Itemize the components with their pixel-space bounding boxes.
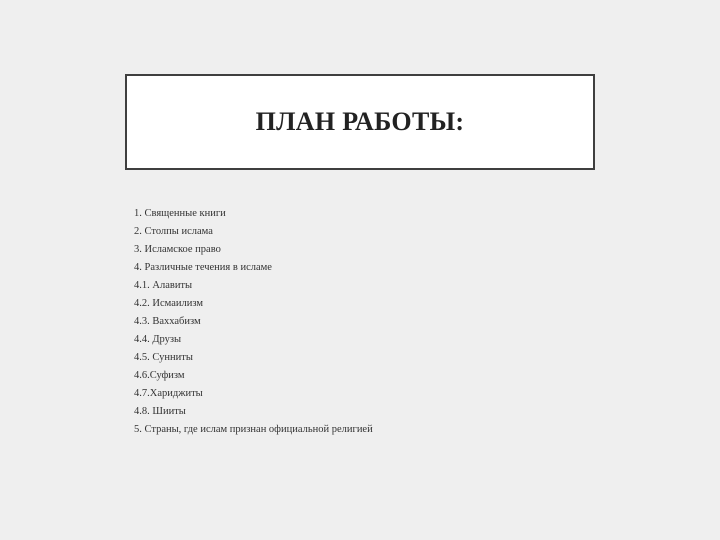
plan-item-4: 4. Различные течения в исламе — [134, 262, 272, 273]
plan-item-3: 3. Исламское право — [134, 244, 221, 255]
plan-item-2: 2. Столпы ислама — [134, 226, 213, 237]
plan-list — [134, 205, 373, 439]
plan-item-1: 1. Священные книги — [134, 208, 226, 219]
slide-title: ПЛАН РАБОТЫ: — [255, 107, 465, 136]
plan-item-4-1: 4.1. Алавиты — [134, 280, 193, 291]
plan-item-4-2: 4.2. Исмаилизм — [134, 298, 203, 309]
plan-item-4-8: 4.8. Шииты — [134, 406, 186, 417]
plan-item-4-4: 4.4. Друзы — [134, 334, 182, 345]
plan-item-4-7: 4.7.Хариджиты — [134, 388, 203, 399]
plan-item-4-3: 4.3. Ваххабизм — [134, 316, 201, 327]
plan-item-4-5: 4.5. Сунниты — [134, 352, 193, 363]
plan-item-4-6: 4.6.Суфизм — [134, 370, 185, 381]
title-box — [125, 74, 595, 170]
plan-item-5: 5. Страны, где ислам признан официальной религией — [134, 424, 373, 435]
